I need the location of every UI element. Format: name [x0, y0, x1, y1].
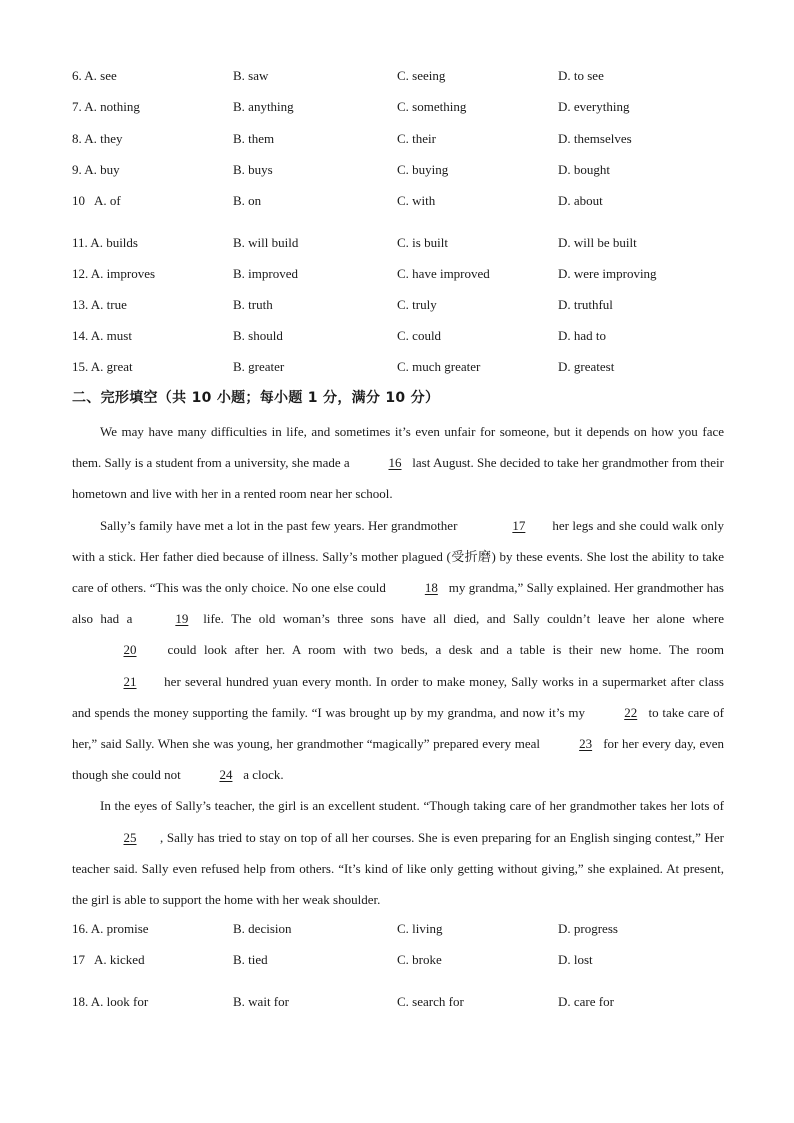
option-a: 18. A. look for [72, 994, 149, 1009]
blank-18: 18 [424, 580, 438, 596]
option-d: D. themselves [558, 131, 632, 146]
option-a: 13. A. true [72, 297, 127, 312]
passage-paragraph [72, 416, 724, 510]
option-d: D. were improving [558, 266, 657, 281]
question-14-options [72, 326, 732, 346]
passage-text: last August. She decided to take her grandmother from their hometown and live with her in a rented room near her school. [72, 455, 724, 502]
passage-text: We may have many difficulties in life, and sometimes it’s even unfair for someone, but it depends on how you face them. Sally is a student from a university, she made a [72, 424, 724, 471]
option-a: 14. A. must [72, 328, 132, 343]
option-c: C. truly [397, 297, 437, 312]
option-b: B. on [233, 193, 262, 208]
passage-text: life. The old woman’s three sons have all died, and Sally couldn’t leave her alone where [195, 611, 724, 627]
passage-text: her several hundred yuan every month. In order to make money, Sally works in a supermarket after class and spends the money supporting the family. “I was brought up by my grandma, and now it’s my [72, 673, 724, 720]
option-b: B. tied [233, 952, 268, 967]
passage-paragraph [72, 510, 724, 791]
blank-23: 23 [579, 736, 593, 752]
option-c: C. could [397, 328, 442, 343]
blank-22: 22 [624, 704, 638, 720]
question-10-options [72, 191, 732, 211]
option-c: C. have improved [397, 266, 490, 281]
blank-17: 17 [512, 517, 526, 533]
passage-text: a clock. [239, 767, 284, 783]
passage-text: my grandma,” Sally explained. Her grandmother has also had a [72, 580, 724, 627]
passage-text: , Sally has tried to stay on top of all her courses. She is even preparing for an English singing contest,” Her teacher said. Sally even refused help from others. “It’s kind of like only getting without giving,” she explained. At present, the girl is able to support the home with her weak shoulder. [72, 829, 724, 908]
option-c: C. with [397, 193, 436, 208]
option-d: D. progress [558, 921, 618, 936]
option-d: D. truthful [558, 297, 613, 312]
section-heading: 二、完形填空（共 10 小题；每小题 1 分，满分 10 分） [72, 390, 440, 406]
blank-24: 24 [219, 767, 233, 783]
option-d: D. had to [558, 328, 607, 343]
blank-20: 20 [123, 642, 137, 658]
blank-21: 21 [123, 673, 137, 689]
passage-text: her legs and she could walk only with a stick. Her father died because of illness. Sally’s mother plagued (受折磨) by these events. She lost the ability to take care of others. “This was the only choice. No one else could [72, 517, 724, 596]
option-b: B. saw [233, 68, 269, 83]
option-b: B. buys [233, 162, 273, 177]
passage-text: for her every day, even though she could not [72, 736, 724, 783]
option-c: C. broke [397, 952, 442, 967]
passage-text: Sally’s family have met a lot in the past few years. Her grandmother [100, 517, 461, 533]
question-7-options [72, 97, 732, 117]
option-b: B. improved [233, 266, 298, 281]
option-b: B. greater [233, 359, 285, 374]
option-a: 7. A. nothing [72, 99, 140, 114]
option-a: 9. A. buy [72, 162, 120, 177]
option-a: 17 A. kicked [72, 952, 145, 967]
option-b: B. should [233, 328, 283, 343]
option-a: 12. A. improves [72, 266, 156, 281]
option-a: 16. A. promise [72, 921, 149, 936]
option-d: D. lost [558, 952, 593, 967]
option-b: B. decision [233, 921, 292, 936]
option-c: C. seeing [397, 68, 446, 83]
option-d: D. bought [558, 162, 610, 177]
question-13-options [72, 295, 732, 315]
option-c: C. their [397, 131, 436, 146]
question-17-options [72, 950, 732, 970]
option-b: B. anything [233, 99, 294, 114]
passage-text: In the eyes of Sally’s teacher, the girl is an excellent student. “Though taking care of her grandmother takes her lots of [100, 798, 724, 814]
option-a: 15. A. great [72, 359, 133, 374]
option-d: D. care for [558, 994, 614, 1009]
option-d: D. everything [558, 99, 630, 114]
question-15-options [72, 357, 732, 377]
passage-text: to take care of her,” said Sally. When she was young, her grandmother “magically” prepared every meal [72, 704, 724, 752]
option-c: C. something [397, 99, 467, 114]
option-b: B. them [233, 131, 275, 146]
option-d: D. to see [558, 68, 604, 83]
option-c: C. living [397, 921, 443, 936]
passage-text: could look after her. A room with two beds, a desk and a table is their new home. The room [160, 642, 724, 658]
blank-16: 16 [388, 455, 402, 471]
question-8-options [72, 129, 732, 149]
question-11-options [72, 233, 732, 253]
cloze-passage [72, 416, 724, 915]
question-16-options [72, 919, 732, 939]
option-b: B. truth [233, 297, 273, 312]
passage-paragraph [72, 790, 724, 915]
option-a: 11. A. builds [72, 235, 138, 250]
question-6-options [72, 66, 732, 86]
option-a: 6. A. see [72, 68, 117, 83]
option-b: B. wait for [233, 994, 289, 1009]
question-9-options [72, 160, 732, 180]
option-c: C. buying [397, 162, 449, 177]
option-d: D. about [558, 193, 603, 208]
option-c: C. is built [397, 235, 448, 250]
option-c: C. search for [397, 994, 464, 1009]
option-d: D. greatest [558, 359, 615, 374]
option-a: 10 A. of [72, 193, 121, 208]
blank-25: 25 [123, 829, 137, 845]
question-18-options [72, 992, 732, 1012]
option-c: C. much greater [397, 359, 481, 374]
question-12-options [72, 264, 732, 284]
blank-19: 19 [175, 611, 189, 627]
option-d: D. will be built [558, 235, 637, 250]
option-b: B. will build [233, 235, 299, 250]
option-a: 8. A. they [72, 131, 123, 146]
